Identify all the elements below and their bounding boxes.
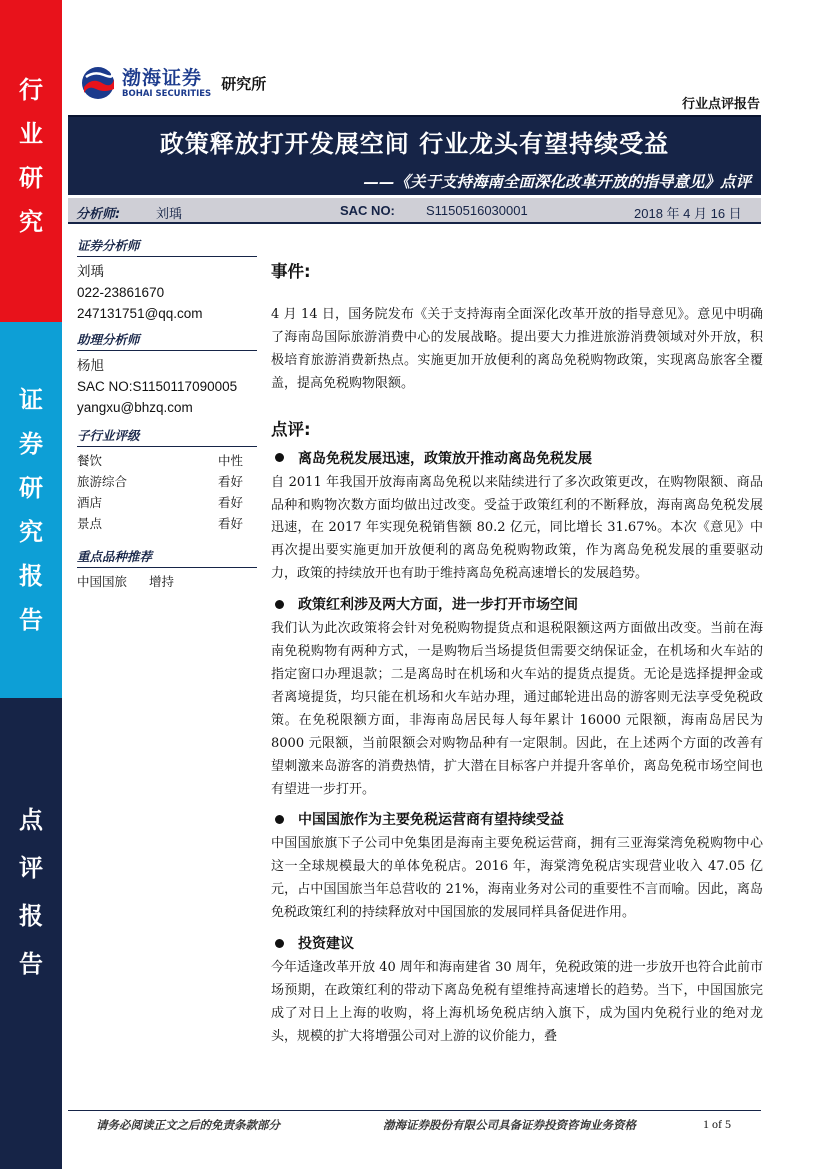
assistant-analyst-heading: 助理分析师 xyxy=(77,330,257,351)
analyst-name: 刘瑀 xyxy=(77,264,104,279)
main-content xyxy=(271,256,763,1049)
sidebar-char: 报 xyxy=(19,901,43,930)
sub-industry-name: 景点 xyxy=(77,517,103,531)
footer-qualification: 渤海证券股份有限公司具备证券投资咨询业务资格 xyxy=(383,1118,636,1132)
section-heading xyxy=(271,933,763,953)
sidebar-comment-report xyxy=(0,698,62,1169)
report-type: 行业点评报告 xyxy=(681,97,760,112)
recommend-name: 中国国旅 xyxy=(77,575,128,589)
section-heading xyxy=(271,594,763,614)
page-number: 1 of 5 xyxy=(703,1117,731,1131)
comment-heading: 点评: xyxy=(271,419,311,439)
left-info-column xyxy=(77,236,257,593)
analyst-email: 247131751@qq.com xyxy=(77,306,203,321)
analyst-bar xyxy=(68,198,761,224)
report-date: 2018 年 4 月 16 日 xyxy=(634,206,742,221)
section-paragraph: 我们认为此次政策将会针对免税购物提货点和退税限额这两方面做出改变。当前在海南免税购物有两种方式，一是购物后当场提货但需要交纳保证金，在机场和火车站的指定窗口办理退款；二是离岛时在机场和火车站的提货点提货。无论是选择提押金或者离境提货，均只能在机场和火车站办理，通过邮轮进出岛的游客则无法享受免税政策。在免税限额方面，非海南岛居民每人每年累计 16000 元限额，海南岛居民为 8000 元限额，当前限额会对购物品种有一定限制。因此，在上述两个方面的改善有望刺激来岛游客的消费热情，扩大潜在目标客户并提升客单价，离岛免税市场空间也有望进一步打开。 xyxy=(271,621,763,797)
sidebar-band xyxy=(0,0,62,1169)
sidebar-char: 究 xyxy=(19,207,43,236)
sidebar-char: 业 xyxy=(19,119,43,148)
sidebar-char: 告 xyxy=(19,949,43,978)
section-heading xyxy=(271,809,763,829)
sidebar-char: 研 xyxy=(19,163,43,192)
sac-number: S1150516030001 xyxy=(426,203,528,218)
recommend-row xyxy=(77,572,257,593)
analyst-label: 分析师: xyxy=(76,207,121,222)
event-paragraph: 4 月 14 日，国务院发布《关于支持海南全面深化改革开放的指导意见》。意见中明确了海南岛国际旅游消费中心的发展战略。提出要大力推进旅游消费领域对外开放，积极培育旅游消费新热点。实施更加开放便利的离岛免税购物政策，实现离岛旅客全覆盖，提高免税购物限额。 xyxy=(271,307,763,391)
sidebar-char: 究 xyxy=(19,517,43,546)
sub-industry-row xyxy=(77,451,257,472)
sub-industry-rating: 看好 xyxy=(217,496,243,510)
sub-industry-row xyxy=(77,514,257,535)
footer-disclaimer: 请务必阅读正文之后的免责条款部分 xyxy=(96,1118,280,1132)
company-logo xyxy=(80,62,266,104)
sac-label: SAC NO: xyxy=(340,203,395,218)
section-heading xyxy=(271,448,763,468)
section-title: 政策红利涉及两大方面，进一步打开市场空间 xyxy=(298,597,578,614)
logo-name-cn: 渤海证券 xyxy=(122,66,203,89)
sidebar-char: 报 xyxy=(19,561,43,590)
sub-industry-row xyxy=(77,472,257,493)
section-paragraph: 中国国旅旗下子公司中免集团是海南主要免税运营商，拥有三亚海棠湾免税购物中心这一全球规模最大的单体免税店。2016 年，海棠湾免税店实现营业收入 47.05 亿元，占中国国旅当年总营收的 21%，海南业务对公司的重要性不言而喻。因此，离岛免税政策红利的持续释放对中国国旅的发展同样具备促进作用。 xyxy=(271,836,763,921)
securities-analyst-heading: 证券分析师 xyxy=(77,236,257,257)
analyst-phone: 022-23861670 xyxy=(77,285,165,300)
bullet-icon xyxy=(275,939,284,948)
section-title: 中国国旅作为主要免税运营商有望持续受益 xyxy=(298,812,564,829)
sidebar-char: 告 xyxy=(19,605,43,634)
section-title: 离岛免税发展迅速，政策放开推动离岛免税发展 xyxy=(298,450,592,467)
section-title: 投资建议 xyxy=(298,936,354,953)
report-subtitle: ——《关于支持海南全面深化改革开放的指导意见》点评 xyxy=(363,173,751,191)
sidebar-industry-research xyxy=(0,0,62,322)
assistant-name: 杨旭 xyxy=(77,358,104,373)
assistant-sac: SAC NO:S1150117090005 xyxy=(77,379,238,394)
sidebar-char: 评 xyxy=(19,853,43,882)
title-banner xyxy=(68,115,761,195)
sub-industry-name: 餐饮 xyxy=(77,454,103,468)
analyst-name: 刘瑀 xyxy=(156,206,183,221)
sub-industry-name: 旅游综合 xyxy=(77,475,128,489)
bullet-icon xyxy=(275,453,284,462)
bullet-icon xyxy=(275,600,284,609)
page-footer xyxy=(68,1110,761,1140)
sub-industry-heading: 子行业评级 xyxy=(77,426,257,447)
section-paragraph: 自 2011 年我国开放海南离岛免税以来陆续进行了多次政策更改，在购物限额、商品品种和购物次数方面均做出过改变。受益于政策红利的不断释放，海南离岛免税发展迅速，在 2017 年实现免税销售额 80.2 亿元，同比增长 31.67%。本次《意见》中再次提出要实施更加开放便利的离岛免税购物政策，作为离岛免税发展的重要驱动力，政策的持续放开也有助于维持离岛免税高速增长的发展趋势。 xyxy=(271,474,763,582)
sidebar-char: 行 xyxy=(19,75,43,104)
sub-industry-rating: 看好 xyxy=(217,475,243,489)
logo-mark-icon xyxy=(80,63,116,103)
section-paragraph: 今年适逢改革开放 40 周年和海南建省 30 周年，免税政策的进一步放开也符合此前市场预期，在政策红利的带动下离岛免税有望维持高速增长的趋势。当下，中国国旅完成了对日上上海的收购，将上海机场免税店纳入旗下，成为国内免税行业的绝对龙头，规模的扩大将增强公司对上游的议价能力，叠 xyxy=(271,960,763,1044)
report-title: 政策释放打开发展空间 行业龙头有望持续受益 xyxy=(159,130,670,158)
sidebar-char: 证 xyxy=(19,385,43,414)
sub-industry-row xyxy=(77,493,257,514)
sub-industry-rating: 看好 xyxy=(217,517,243,531)
recommend-rating: 增持 xyxy=(149,575,175,589)
sub-industry-name: 酒店 xyxy=(77,496,103,510)
recommend-heading: 重点品种推荐 xyxy=(77,547,257,568)
sidebar-char: 研 xyxy=(19,473,43,502)
assistant-email: yangxu@bhzq.com xyxy=(77,400,193,415)
sidebar-securities-report xyxy=(0,322,62,698)
event-heading: 事件: xyxy=(271,262,311,281)
sidebar-char: 券 xyxy=(19,429,43,458)
bullet-icon xyxy=(275,815,284,824)
logo-text xyxy=(122,67,211,100)
logo-name-en: BOHAI SECURITIES xyxy=(122,88,212,99)
logo-institute: 研究所 xyxy=(221,74,267,93)
sidebar-char: 点 xyxy=(19,805,43,834)
sub-industry-rating: 中性 xyxy=(217,454,243,468)
